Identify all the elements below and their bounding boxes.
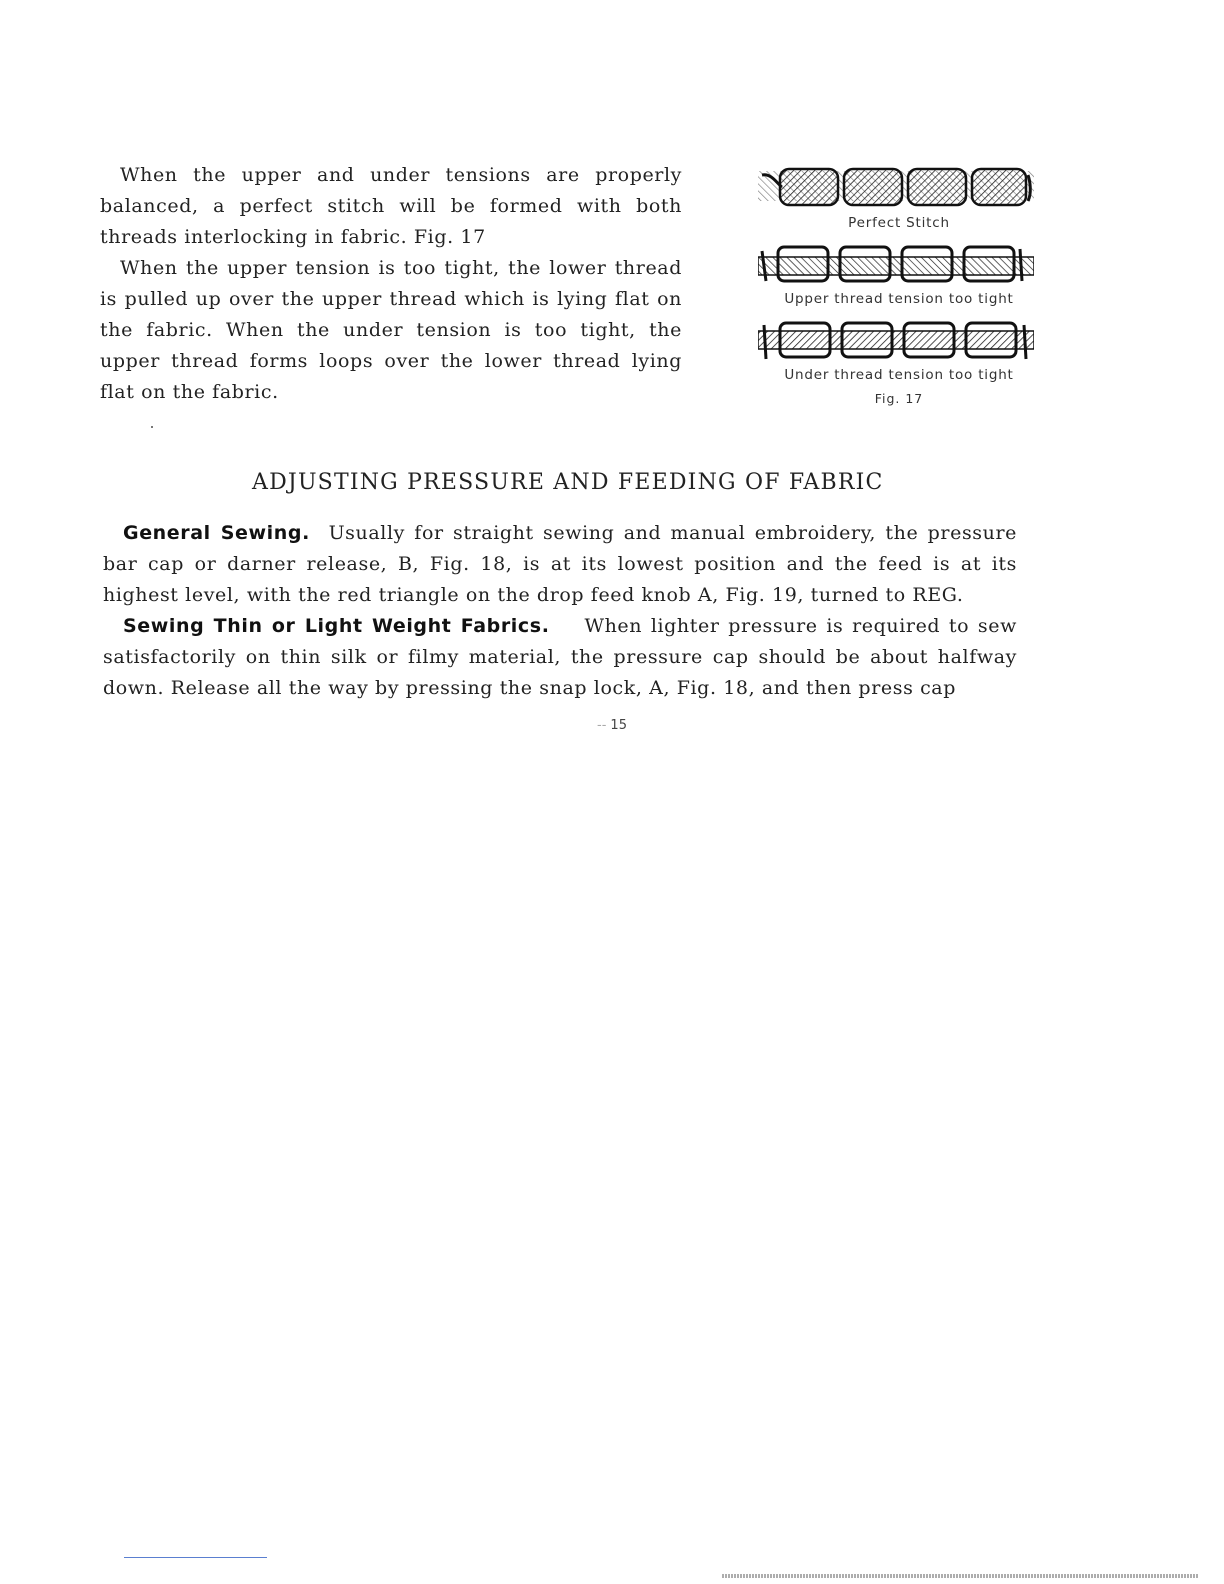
general-sewing-text: Usually for straight sewing and manual embroidery, the pressure bar cap or darner release, B, Fig. 18, is at its lowest position and the feed is at its highest level, with the red triangle on the drop feed knob A, Fig. 19, turned to REG. — [103, 522, 1018, 606]
section-heading: ADJUSTING PRESSURE AND FEEDING OF FABRIC — [252, 470, 884, 495]
bottom-rule-right — [722, 1574, 1198, 1578]
figure-label: Fig. 17 — [874, 391, 924, 406]
under-tension-illustration — [758, 319, 1034, 363]
stitch-diagram-perfect — [758, 163, 1040, 231]
thin-fabrics-paragraph — [103, 611, 1017, 704]
caption-perfect-stitch: Perfect Stitch — [848, 215, 950, 231]
perfect-stitch-illustration — [758, 163, 1034, 211]
thin-fabrics-lead: Sewing Thin or Light Weight Fabrics. — [123, 615, 550, 637]
stray-dot — [151, 426, 153, 428]
bottom-rule-left — [124, 1557, 267, 1558]
section-body — [103, 518, 1017, 704]
intro-paragraph-balanced: When the upper and under tensions are properly balanced, a perfect stitch will be formed with both threads interlocking in fabric. Fig. 17 — [100, 164, 682, 248]
stitch-diagram-upper-tight — [758, 243, 1040, 307]
general-sewing-lead: General Sewing. — [123, 522, 310, 544]
tension-intro — [100, 160, 682, 408]
general-sewing-paragraph — [103, 518, 1017, 611]
intro-paragraph-tight: When the upper tension is too tight, the lower thread is pulled up over the upper thread which is lying flat on the fabric. When the under tension is too tight, the upper thread forms loops over the lower thread lying flat on the fabric. — [100, 257, 682, 403]
page-number-dash: -- — [597, 718, 607, 733]
figure-17 — [758, 163, 1040, 406]
stitch-diagram-under-tight — [758, 319, 1040, 383]
caption-under-tension: Under thread tension too tight — [784, 367, 1014, 383]
caption-upper-tension: Upper thread tension too tight — [784, 291, 1014, 307]
page-number — [0, 718, 1224, 733]
thin-fabrics-text: When lighter pressure is required to sew satisfactorily on thin silk or filmy material, the pressure cap should be about halfway down. Release all the way by pressing the snap lock, A, Fig. 18, and then press cap — [103, 615, 1017, 699]
upper-tension-illustration — [758, 243, 1034, 287]
page-number-value: 15 — [610, 718, 627, 733]
